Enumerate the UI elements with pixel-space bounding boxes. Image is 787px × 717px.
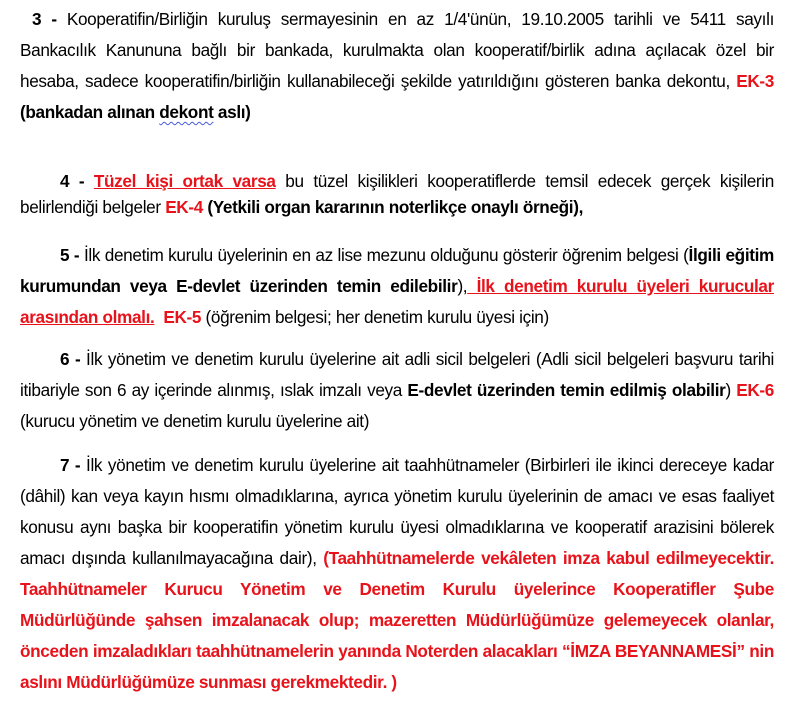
item-number: 7 - [60,455,81,475]
item-note: (Yetkili organ kararının noterlikçe onaylı örneği), [202,197,584,217]
item-number: 4 - [60,171,85,191]
item-note: İlgili eğitim kurumundan veya E-devlet üzerinden temin edilebilir [20,245,774,296]
item-number: 6 - [60,349,81,369]
item-4 [20,168,774,220]
attachment-code: EK-6 [736,380,774,400]
item-number: 5 - [60,245,80,265]
spellcheck-word: dekont [159,102,214,122]
attachment-code: EK-5 [163,307,202,327]
item-text: İlk denetim kurulu üyelerinin en az lise mezunu olduğunu gösterir öğrenim belgesi ( [79,245,689,265]
item-text: İlk yönetim ve denetim kurulu üyelerine ait taahhütnameler (Birbirleri ile ikinci dereceye kadar (dâhil) kan veya kayın hısmı olmadıklarına, ayrıca yönetim kurulu üyelerinin de amacı ve esas faaliyet konusu aynı başka bir kooperatifin yönetim kurulu üyesi olmadıklarına ve kooperatif arazisini bölerek amacı dışında kullanılmayacağına dair), [20,455,774,568]
item-text-2: ), [457,276,468,296]
highlight-text: Tüzel kişi ortak varsa [93,171,276,191]
item-6 [20,344,774,437]
item-text: Kooperatifin/Birliğin kuruluş sermayesinin en az 1/4'ünün, 19.10.2005 tarihli ve 5411 sayılı Bankacılık Kanununa bağlı bir bankada, kurulmakta olan kooperatif/birlik adına açılacak özel bir hesaba, sadece kooperatifin/birliğin kullanabileceği şekilde yatırıldığını gösteren banka dekontu, [20,9,774,91]
item-text-3: (öğrenim belgesi; her denetim kurulu üyesi için) [201,307,549,327]
note-part: (bankadan alınan [20,102,160,122]
item-7 [20,450,774,698]
attachment-code: EK-3 [736,71,774,91]
item-3 [20,4,774,128]
item-note [20,102,251,122]
attachment-code: EK-4 [165,197,203,217]
note-part: aslı) [213,102,251,122]
warning-note: (Taahhütnamelerde vekâleten imza kabul edilmeyecektir. Taahhütnameler Kurucu Yönetim ve Denetim Kurulu üyelerince Kooperatifler Şube Müdürlüğünde şahsen imzalanacak olup; mazeretten Müdürlüğümüze gelemeyecek olanlar, önceden imzaladıkları taahhütnamelerin yanında Noterden alacakları “İMZA BEYANNAMESİ” nin aslını Müdürlüğümüze sunması gerekmektedir. ) [20,548,774,692]
item-5 [20,240,774,333]
item-number: 3 - [32,9,57,29]
item-text-2: ) [725,380,737,400]
highlight-text: İlk denetim kurulu üyeleri kurucular arasından olmalı. [20,276,774,327]
item-text-3: (kurucu yönetim ve denetim kurulu üyelerine ait) [20,411,370,431]
item-note: E-devlet üzerinden temin edilmiş olabilir [407,380,726,400]
item-text: bu tüzel kişilikleri kooperatiflerde temsil edecek gerçek kişilerin belirlendiği belgeler [20,171,774,217]
item-text: İlk yönetim ve denetim kurulu üyelerine ait adli sicil belgeleri (Adli sicil belgeleri başvuru tarihi itibariyle son 6 ay içerinde alınmış, ıslak imzalı veya [20,349,774,400]
